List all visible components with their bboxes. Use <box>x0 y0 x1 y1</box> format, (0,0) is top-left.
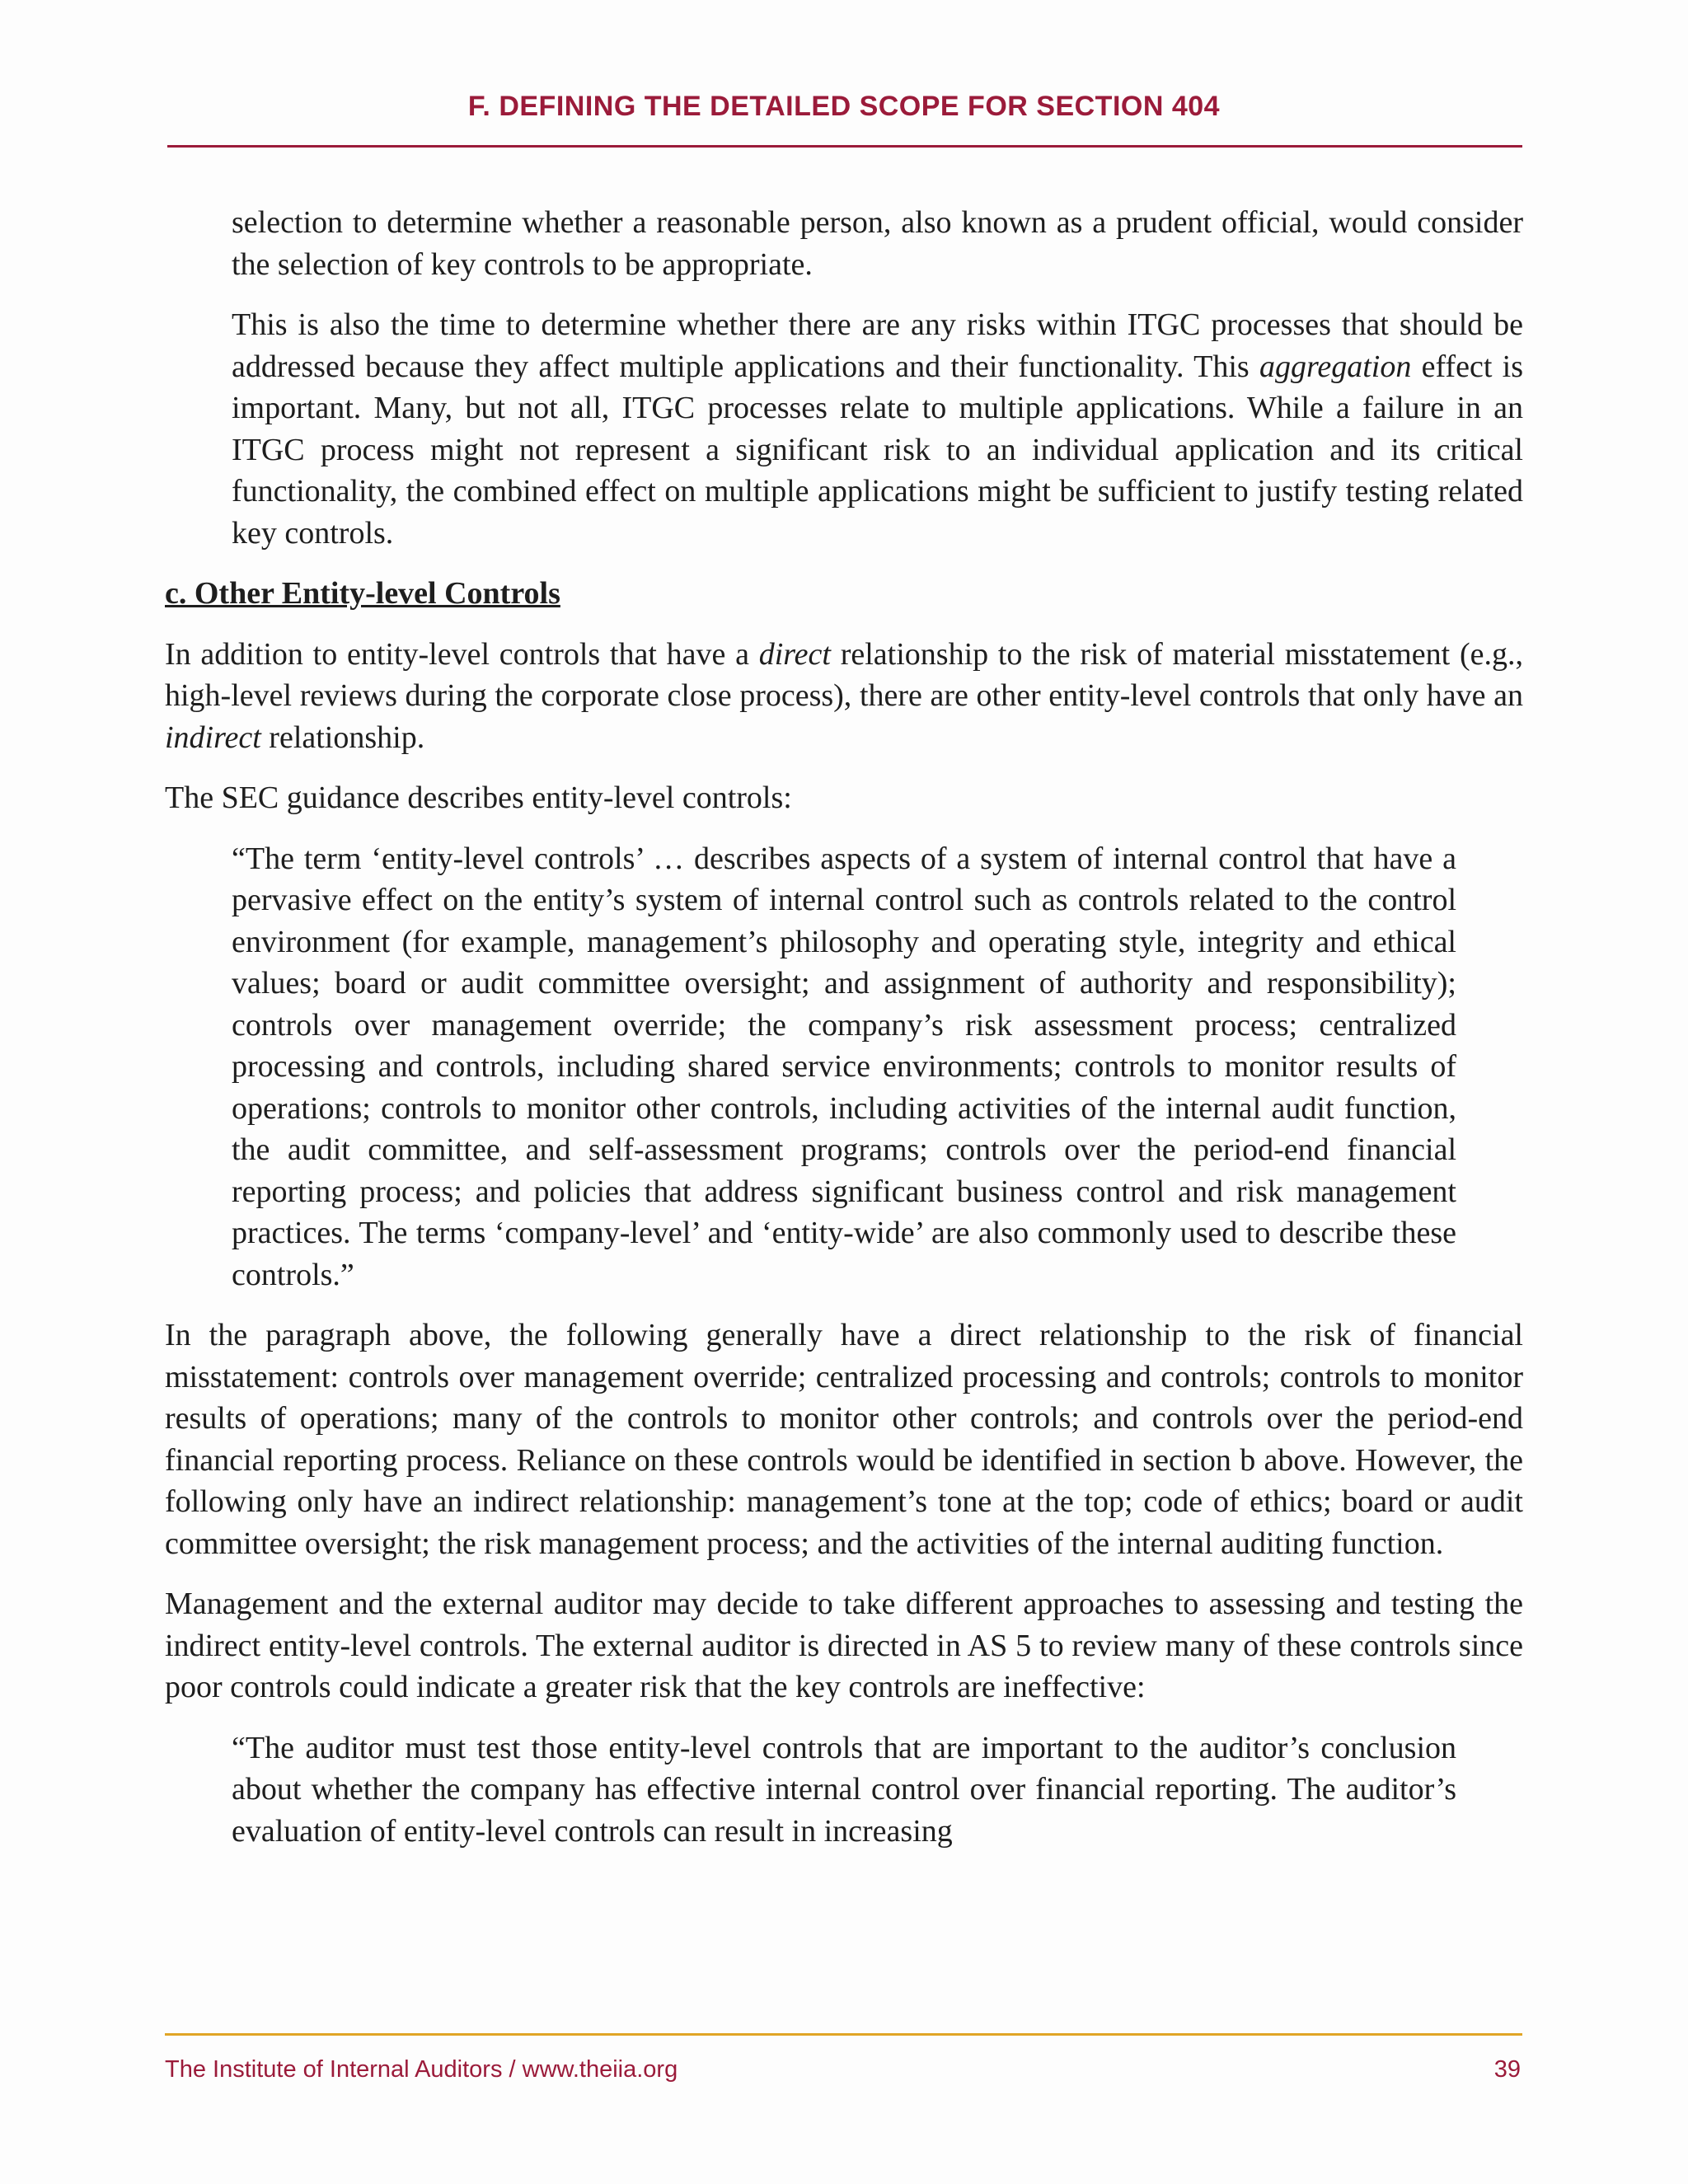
block-quote-as5: “The auditor must test those entity-level controls that are important to the auditor’s conclusion about whether the company has effective internal control over financial reporting. The auditor’s evaluation of entity-level controls can result in increasing <box>232 1730 1456 1849</box>
page-number: 39 <box>1493 2056 1521 2083</box>
section-heading: c. Other Entity-level Controls <box>165 576 560 611</box>
emphasis-indirect: indirect <box>165 719 261 755</box>
header-divider <box>167 145 1522 148</box>
emphasis-aggregation: aggregation <box>1259 349 1412 384</box>
paragraph-approaches: Management and the external auditor may decide to take different approaches to assessing and testing the indirect entity-level controls. The external auditor is directed in AS 5 to review many of these controls since poor controls could indicate a greater risk that the key controls are ineffective: <box>165 1586 1523 1704</box>
paragraph-continuation: selection to determine whether a reasonable person, also known as a prudent official, would consider the selection of key controls to be appropriate. <box>232 205 1523 282</box>
emphasis-direct: direct <box>758 636 831 672</box>
paragraph-entity-level: In addition to entity-level controls that have a direct relationship to the risk of material misstatement (e.g., high-level reviews during the corporate close process), there are other entity-level controls that only have an indirect relationship. <box>165 636 1523 755</box>
paragraph-sec-guidance: The SEC guidance describes entity-level controls: <box>165 780 792 815</box>
block-quote-sec: “The term ‘entity-level controls’ … describes aspects of a system of internal control that have a pervasive effect on the entity’s system of internal control such as controls related to the control environment (for example, management’s philosophy and operating style, integrity and ethical values; board or audit committee oversight; and assignment of authority and responsibility); controls over management override; the company’s risk assessment process; centralized processing and controls, including shared service environments; controls to monitor results of operations; controls to monitor other controls, including activities of the internal audit function, the audit committee, and self-assessment programs; controls over the period-end financial reporting process; and policies that address significant business control and risk management practices. The terms ‘company-level’ and ‘entity-wide’ are also commonly used to describe these controls.” <box>232 841 1456 1292</box>
paragraph-itgc-aggregation: This is also the time to determine whether there are any risks within ITGC processes that should be addressed because they affect multiple applications and their functionality. This aggregation effect is important. Many, but not all, ITGC processes relate to multiple applications. While a failure in an ITGC process might not represent a significant risk to an individual application and its critical functionality, the combined effect on multiple applications might be sufficient to justify testing related key controls. <box>232 307 1523 551</box>
running-header: F. DEFINING THE DETAILED SCOPE FOR SECTION 404 <box>467 91 1221 122</box>
paragraph-direct-relationship: In the paragraph above, the following generally have a direct relationship to the risk of financial misstatement: controls over management override; centralized processing and controls; controls to monitor results of operations; many of the controls to monitor other controls; and controls over the period-end financial reporting process. Reliance on these controls would be identified in section b above. However, the following only have an indirect relationship: management’s tone at the top; code of ethics; board or audit committee oversight; the risk management process; and the activities of the internal auditing function. <box>165 1318 1523 1561</box>
footer-source: The Institute of Internal Auditors / www.theiia.org <box>165 2056 678 2083</box>
page-body <box>165 202 1523 1871</box>
footer-divider <box>165 2033 1522 2036</box>
